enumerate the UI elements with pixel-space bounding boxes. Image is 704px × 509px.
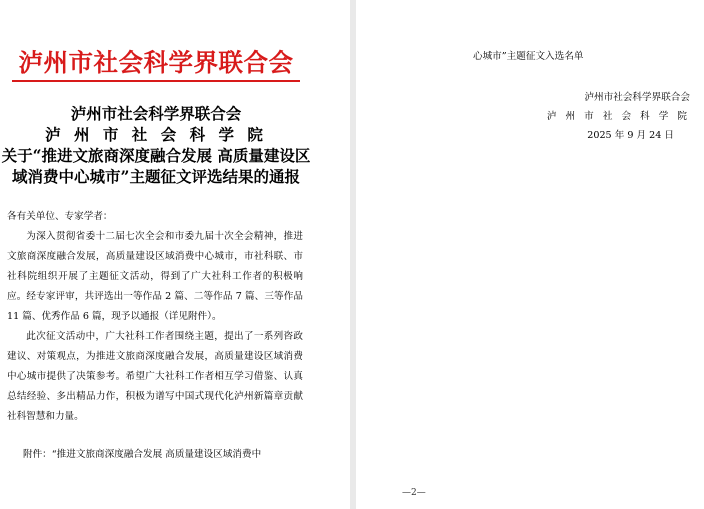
- title-line-1: 关于“推进文旅商深度融合发展 高质量建设区: [1, 146, 311, 165]
- issuer-line-1: 泸州市社会科学界联合会: [70, 104, 242, 123]
- document-body: [7, 207, 303, 427]
- red-letterhead: 泸州市社会科学界联合会: [18, 48, 294, 77]
- signer-1: 泸州市社会科学界联合会: [584, 92, 690, 103]
- issuer-line-2: 泸 州 市 社 会 科 学 院: [45, 125, 267, 144]
- document-title-block: [0, 103, 312, 187]
- signer-2: 泸 州 市 社 会 科 学 院: [546, 111, 690, 122]
- page-number: —2—: [402, 488, 426, 498]
- page-right: [356, 0, 704, 509]
- attachment-line: 附件：“推进文旅商深度融合发展 高质量建设区域消费中: [23, 449, 262, 460]
- letterhead-red-rule: [12, 80, 300, 82]
- title-line-2: 域消费中心城市”主题征文评选结果的通报: [12, 167, 300, 186]
- page-left: [0, 0, 350, 509]
- body-paragraph-1: 为深入贯彻省委十二届七次全会和市委九届十次全会精神，推进文旅商深度融合发展，高质量建设区域消费中心城市，市社科联、市社科院组织开展了主题征文活动，得到了广大社科工作者的积极响应。经专家评审，共评选出一等作品 2 篇、二等作品 7 篇、三等作品 11 篇、优秀作品 6 篇，现予以通报（详见附件）。: [7, 231, 303, 322]
- salutation: 各有关单位、专家学者：: [7, 211, 113, 222]
- attachment-continuation: 心城市”主题征文入选名单: [473, 51, 584, 62]
- issue-date: 2025 年 9 月 24 日: [587, 130, 674, 141]
- body-paragraph-2: 此次征文活动中，广大社科工作者围绕主题，提出了一系列咨政建议、对策观点，为推进文旅商深度融合发展，高质量建设区域消费中心城市提供了决策参考。希望广大社科工作者相互学习借鉴、认真总结经验、多出精品力作，积极为谱写中国式现代化泸州新篇章贡献社科智慧和力量。: [7, 331, 303, 422]
- signature-block: [547, 88, 690, 145]
